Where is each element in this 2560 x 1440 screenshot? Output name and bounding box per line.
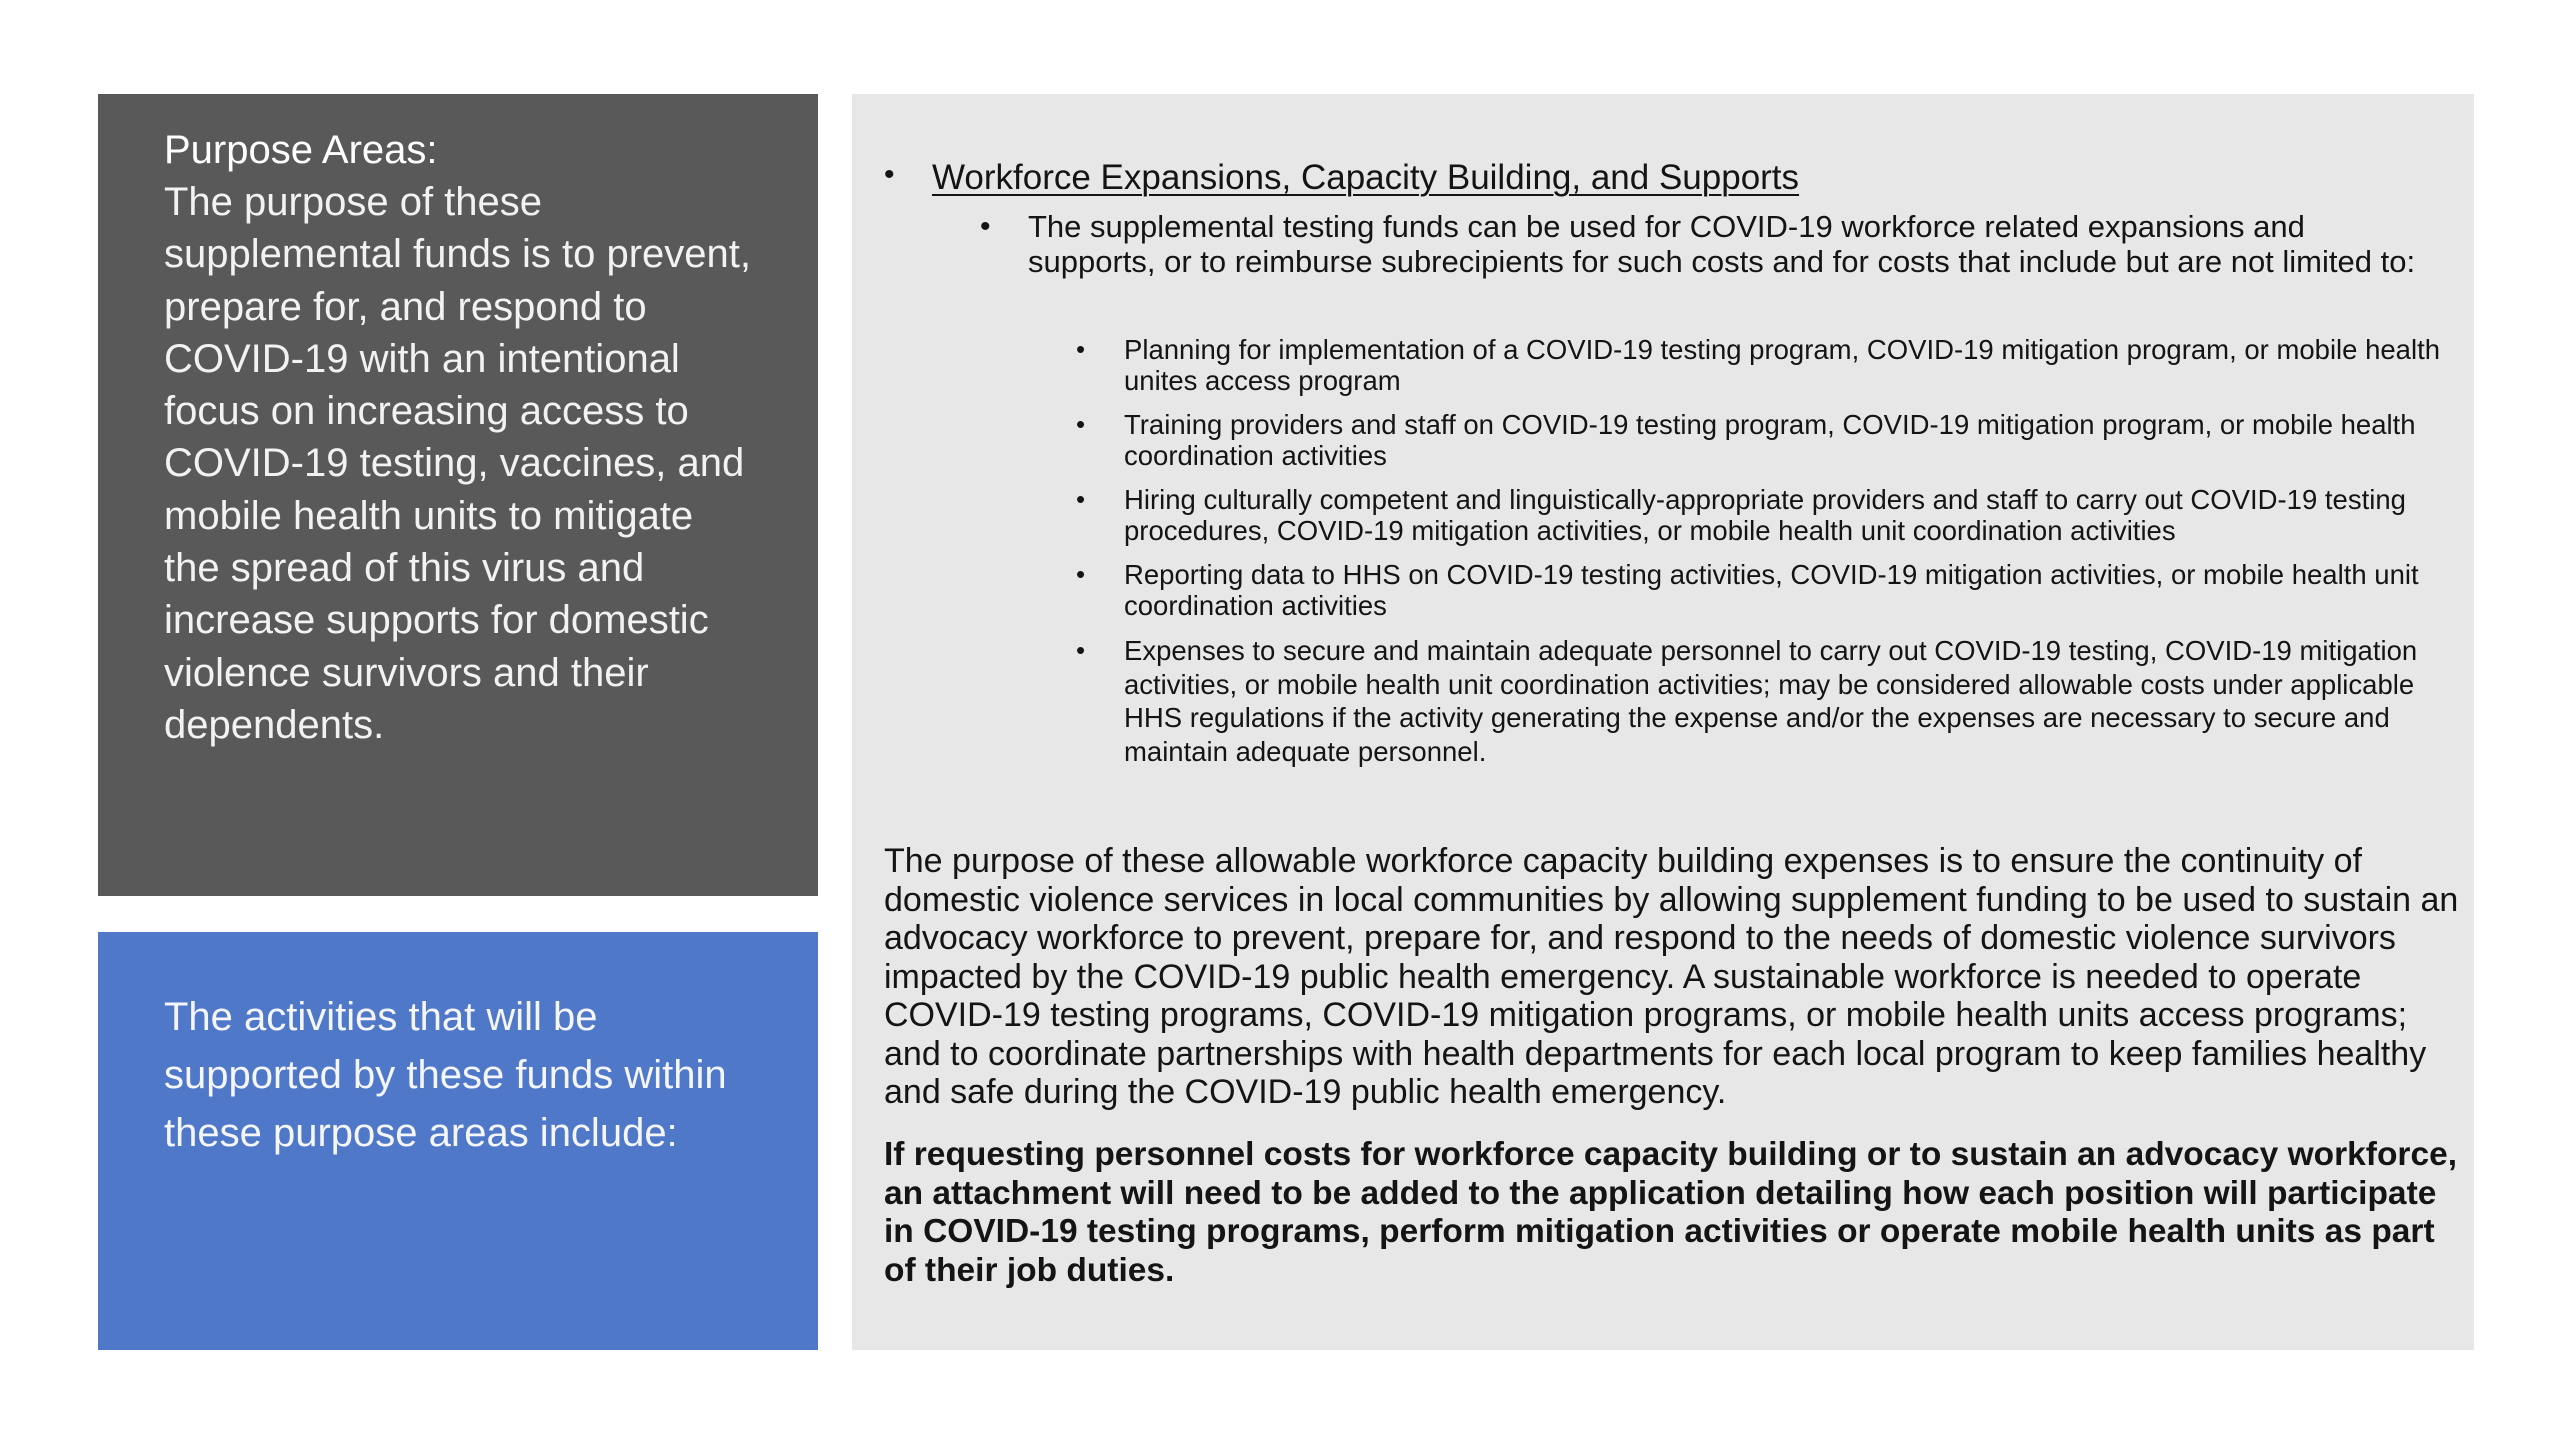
- bullet-icon: •: [1076, 334, 1086, 364]
- activities-panel: [98, 932, 818, 1350]
- list-item-text: Expenses to secure and maintain adequate personnel to carry out COVID-19 testing, COVID-19 mitigation activities, or mobile health unit coordination activities; may be considered allowable costs under applicable HHS regulations if the activity generating the expense and/or the expenses are necessary to secure and maintain adequate personnel.: [1124, 635, 2418, 767]
- purpose-areas-panel: [98, 94, 818, 896]
- section-intro: The supplemental testing funds can be used for COVID-19 workforce related expansions and supports, or to reimburse subrecipients for such costs and for costs that include but are not limited to:: [1028, 209, 2416, 279]
- cost-items-list: [1076, 334, 2454, 768]
- list-item-text: Planning for implementation of a COVID-19 testing program, COVID-19 mitigation program, or mobile health unites access program: [1124, 334, 2441, 396]
- section-title: Workforce Expansions, Capacity Building, and Supports: [932, 158, 1800, 197]
- activities-text: The activities that will be supported by these funds within these purpose areas include:: [164, 995, 727, 1155]
- bullet-icon: •: [980, 210, 991, 243]
- list-item: [1076, 634, 2454, 768]
- purpose-areas-heading: Purpose Areas:: [164, 128, 438, 172]
- bullet-icon: •: [1076, 559, 1086, 589]
- list-item-text: Reporting data to HHS on COVID-19 testing activities, COVID-19 mitigation activities, or mobile health unit coordination activities: [1124, 559, 2419, 621]
- bullet-icon: •: [1076, 484, 1086, 514]
- purpose-paragraph: The purpose of these allowable workforce capacity building expenses is to ensure the continuity of domestic violence services in local communities by allowing supplement funding to be used to sustain an advocacy workforce to prevent, prepare for, and respond to the needs of domestic violence survivors impacted by the COVID-19 public health emergency. A sustainable workforce is needed to operate COVID-19 testing programs, COVID-19 mitigation programs, or mobile health units access programs; and to coordinate partnerships with health departments for each local program to keep families healthy and safe during the COVID-19 public health emergency.: [884, 842, 2459, 1111]
- list-item: [1076, 334, 2454, 396]
- list-item: [1076, 559, 2454, 621]
- list-item: [1076, 484, 2454, 546]
- list-item-text: Training providers and staff on COVID-19 testing program, COVID-19 mitigation program, or mobile health coordination activities: [1124, 409, 2416, 471]
- list-item-text: Hiring culturally competent and linguistically-appropriate providers and staff to carry out COVID-19 testing procedures, COVID-19 mitigation activities, or mobile health unit coordination activities: [1124, 484, 2406, 546]
- bullet-icon: •: [884, 158, 895, 191]
- purpose-areas-text: The purpose of these supplemental funds is to prevent, prepare for, and respond to COVID-19 with an intentional focus on increasing access to COVID-19 testing, vaccines, and mobile health units to mitigate the spread of this virus and increase supports for domestic violence survivors and their dependents.: [164, 180, 752, 747]
- personnel-costs-note: If requesting personnel costs for workforce capacity building or to sustain an advocacy workforce, an attachment will need to be added to the application detailing how each position will participate in COVID-19 testing programs, perform mitigation activities or operate mobile health units as part of their job duties.: [884, 1136, 2458, 1289]
- bullet-icon: •: [1076, 635, 1086, 665]
- workforce-panel: [852, 94, 2474, 1350]
- bullet-icon: •: [1076, 409, 1086, 439]
- list-item: [1076, 409, 2454, 471]
